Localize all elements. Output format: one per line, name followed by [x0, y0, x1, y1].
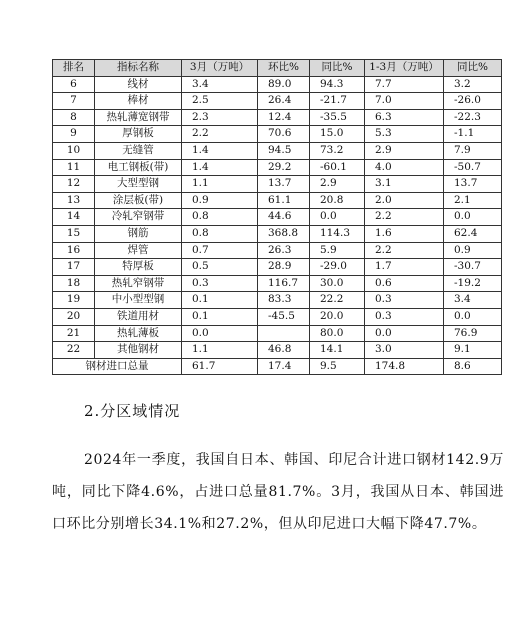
mom-cell: 26.4: [258, 93, 310, 110]
indicator-name-cell: 钢筋: [95, 225, 182, 242]
indicator-name-cell: 热轧薄板: [95, 325, 182, 342]
table-row: [53, 142, 502, 159]
q1-volume-cell: 0.3: [365, 292, 444, 309]
q1-volume-cell: 0.0: [365, 325, 444, 342]
header-indicator-name: 指标名称: [95, 60, 182, 77]
mom-cell: 89.0: [258, 76, 310, 93]
table-row: [53, 242, 502, 259]
q1-yoy-cell: 76.9: [444, 325, 502, 342]
indicator-name-cell: 大型型钢: [95, 176, 182, 193]
march-volume-cell: 0.3: [182, 275, 258, 292]
rank-cell: 20: [53, 308, 95, 325]
yoy-cell: -35.5: [310, 109, 365, 126]
yoy-cell: 80.0: [310, 325, 365, 342]
yoy-cell: 14.1: [310, 342, 365, 359]
table-row: [53, 209, 502, 226]
q1-volume-cell: 1.6: [365, 225, 444, 242]
indicator-name-cell: 中小型型钢: [95, 292, 182, 309]
mom-cell: 12.4: [258, 109, 310, 126]
total-cell: 9.5: [310, 358, 365, 375]
rank-cell: 8: [53, 109, 95, 126]
table-total-row: [53, 358, 502, 375]
march-volume-cell: 0.8: [182, 209, 258, 226]
yoy-cell: 22.2: [310, 292, 365, 309]
indicator-name-cell: 电工钢板(带): [95, 159, 182, 176]
yoy-cell: 20.8: [310, 192, 365, 209]
header-rank: 排名: [53, 60, 95, 77]
yoy-cell: 15.0: [310, 126, 365, 143]
table-row: [53, 76, 502, 93]
header-q1-volume: 1-3月（万吨）: [365, 60, 444, 77]
yoy-cell: 20.0: [310, 308, 365, 325]
total-cell: 61.7: [182, 358, 258, 375]
table-row: [53, 275, 502, 292]
table-row: [53, 325, 502, 342]
rank-cell: 21: [53, 325, 95, 342]
q1-yoy-cell: 0.0: [444, 308, 502, 325]
header-march-volume: 3月（万吨）: [182, 60, 258, 77]
yoy-cell: 73.2: [310, 142, 365, 159]
march-volume-cell: 1.4: [182, 142, 258, 159]
q1-volume-cell: 2.0: [365, 192, 444, 209]
indicator-name-cell: 特厚板: [95, 259, 182, 276]
rank-cell: 15: [53, 225, 95, 242]
q1-yoy-cell: 62.4: [444, 225, 502, 242]
yoy-cell: 94.3: [310, 76, 365, 93]
march-volume-cell: 0.5: [182, 259, 258, 276]
table-row: [53, 176, 502, 193]
header-year-on-year: 同比%: [310, 60, 365, 77]
mom-cell: 70.6: [258, 126, 310, 143]
total-cell: 174.8: [365, 358, 444, 375]
mom-cell: 94.5: [258, 142, 310, 159]
indicator-name-cell: 焊管: [95, 242, 182, 259]
rank-cell: 18: [53, 275, 95, 292]
rank-cell: 17: [53, 259, 95, 276]
yoy-cell: 114.3: [310, 225, 365, 242]
q1-volume-cell: 3.1: [365, 176, 444, 193]
q1-yoy-cell: 9.1: [444, 342, 502, 359]
header-q1-year-on-year: 同比%: [444, 60, 502, 77]
table-row: [53, 259, 502, 276]
mom-cell: 368.8: [258, 225, 310, 242]
march-volume-cell: 0.1: [182, 308, 258, 325]
table-row: [53, 159, 502, 176]
indicator-name-cell: 热轧窄钢带: [95, 275, 182, 292]
table-header-row: [53, 60, 502, 77]
indicator-name-cell: 冷轧窄钢带: [95, 209, 182, 226]
steel-import-table: [52, 59, 502, 375]
mom-cell: [258, 325, 310, 342]
q1-volume-cell: 7.0: [365, 93, 444, 110]
q1-yoy-cell: -1.1: [444, 126, 502, 143]
total-cell: 8.6: [444, 358, 502, 375]
yoy-cell: -60.1: [310, 159, 365, 176]
indicator-name-cell: 线材: [95, 76, 182, 93]
mom-cell: 26.3: [258, 242, 310, 259]
rank-cell: 10: [53, 142, 95, 159]
yoy-cell: 0.0: [310, 209, 365, 226]
indicator-name-cell: 热轧薄宽钢带: [95, 109, 182, 126]
mom-cell: 28.9: [258, 259, 310, 276]
header-month-on-month: 环比%: [258, 60, 310, 77]
q1-volume-cell: 0.3: [365, 308, 444, 325]
march-volume-cell: 0.9: [182, 192, 258, 209]
rank-cell: 14: [53, 209, 95, 226]
rank-cell: 9: [53, 126, 95, 143]
q1-yoy-cell: 13.7: [444, 176, 502, 193]
q1-volume-cell: 5.3: [365, 126, 444, 143]
table-row: [53, 292, 502, 309]
q1-yoy-cell: 3.2: [444, 76, 502, 93]
march-volume-cell: 2.2: [182, 126, 258, 143]
mom-cell: -45.5: [258, 308, 310, 325]
march-volume-cell: 0.1: [182, 292, 258, 309]
mom-cell: 83.3: [258, 292, 310, 309]
march-volume-cell: 1.4: [182, 159, 258, 176]
mom-cell: 46.8: [258, 342, 310, 359]
yoy-cell: 30.0: [310, 275, 365, 292]
march-volume-cell: 0.7: [182, 242, 258, 259]
table-row: [53, 109, 502, 126]
q1-yoy-cell: 0.9: [444, 242, 502, 259]
march-volume-cell: 2.5: [182, 93, 258, 110]
section-heading: 2.分区域情况: [84, 402, 181, 420]
indicator-name-cell: 厚钢板: [95, 126, 182, 143]
table-row: [53, 93, 502, 110]
yoy-cell: -29.0: [310, 259, 365, 276]
table-row: [53, 342, 502, 359]
indicator-name-cell: 铁道用材: [95, 308, 182, 325]
q1-volume-cell: 2.2: [365, 242, 444, 259]
mom-cell: 29.2: [258, 159, 310, 176]
table-row: [53, 308, 502, 325]
yoy-cell: -21.7: [310, 93, 365, 110]
march-volume-cell: 1.1: [182, 176, 258, 193]
rank-cell: 11: [53, 159, 95, 176]
mom-cell: 61.1: [258, 192, 310, 209]
q1-yoy-cell: -26.0: [444, 93, 502, 110]
rank-cell: 19: [53, 292, 95, 309]
total-label: 钢材进口总量: [53, 358, 182, 375]
mom-cell: 13.7: [258, 176, 310, 193]
indicator-name-cell: 无缝管: [95, 142, 182, 159]
rank-cell: 22: [53, 342, 95, 359]
q1-yoy-cell: 2.1: [444, 192, 502, 209]
rank-cell: 7: [53, 93, 95, 110]
q1-volume-cell: 6.3: [365, 109, 444, 126]
march-volume-cell: 2.3: [182, 109, 258, 126]
q1-yoy-cell: -19.2: [444, 275, 502, 292]
indicator-name-cell: 棒材: [95, 93, 182, 110]
q1-volume-cell: 4.0: [365, 159, 444, 176]
q1-volume-cell: 1.7: [365, 259, 444, 276]
indicator-name-cell: 涂层板(带): [95, 192, 182, 209]
total-cell: 17.4: [258, 358, 310, 375]
body-paragraph: 2024年一季度，我国自日本、韩国、印尼合计进口钢材142.9万吨，同比下降4.6%，占进口总量81.7%。3月，我国从日本、韩国进口环比分别增长34.1%和27.2%，但从印尼进口大幅下降47.7%。: [52, 452, 504, 532]
rank-cell: 12: [53, 176, 95, 193]
table-row: [53, 192, 502, 209]
q1-volume-cell: 2.2: [365, 209, 444, 226]
q1-volume-cell: 3.0: [365, 342, 444, 359]
q1-yoy-cell: -50.7: [444, 159, 502, 176]
yoy-cell: 5.9: [310, 242, 365, 259]
indicator-name-cell: 其他钢材: [95, 342, 182, 359]
q1-volume-cell: 0.6: [365, 275, 444, 292]
q1-yoy-cell: 0.0: [444, 209, 502, 226]
q1-volume-cell: 7.7: [365, 76, 444, 93]
q1-yoy-cell: -30.7: [444, 259, 502, 276]
march-volume-cell: 0.0: [182, 325, 258, 342]
yoy-cell: 2.9: [310, 176, 365, 193]
rank-cell: 16: [53, 242, 95, 259]
rank-cell: 6: [53, 76, 95, 93]
q1-yoy-cell: 3.4: [444, 292, 502, 309]
q1-yoy-cell: 7.9: [444, 142, 502, 159]
mom-cell: 116.7: [258, 275, 310, 292]
q1-volume-cell: 2.9: [365, 142, 444, 159]
march-volume-cell: 0.8: [182, 225, 258, 242]
table-row: [53, 225, 502, 242]
q1-yoy-cell: -22.3: [444, 109, 502, 126]
mom-cell: 44.6: [258, 209, 310, 226]
march-volume-cell: 1.1: [182, 342, 258, 359]
table-row: [53, 126, 502, 143]
rank-cell: 13: [53, 192, 95, 209]
march-volume-cell: 3.4: [182, 76, 258, 93]
